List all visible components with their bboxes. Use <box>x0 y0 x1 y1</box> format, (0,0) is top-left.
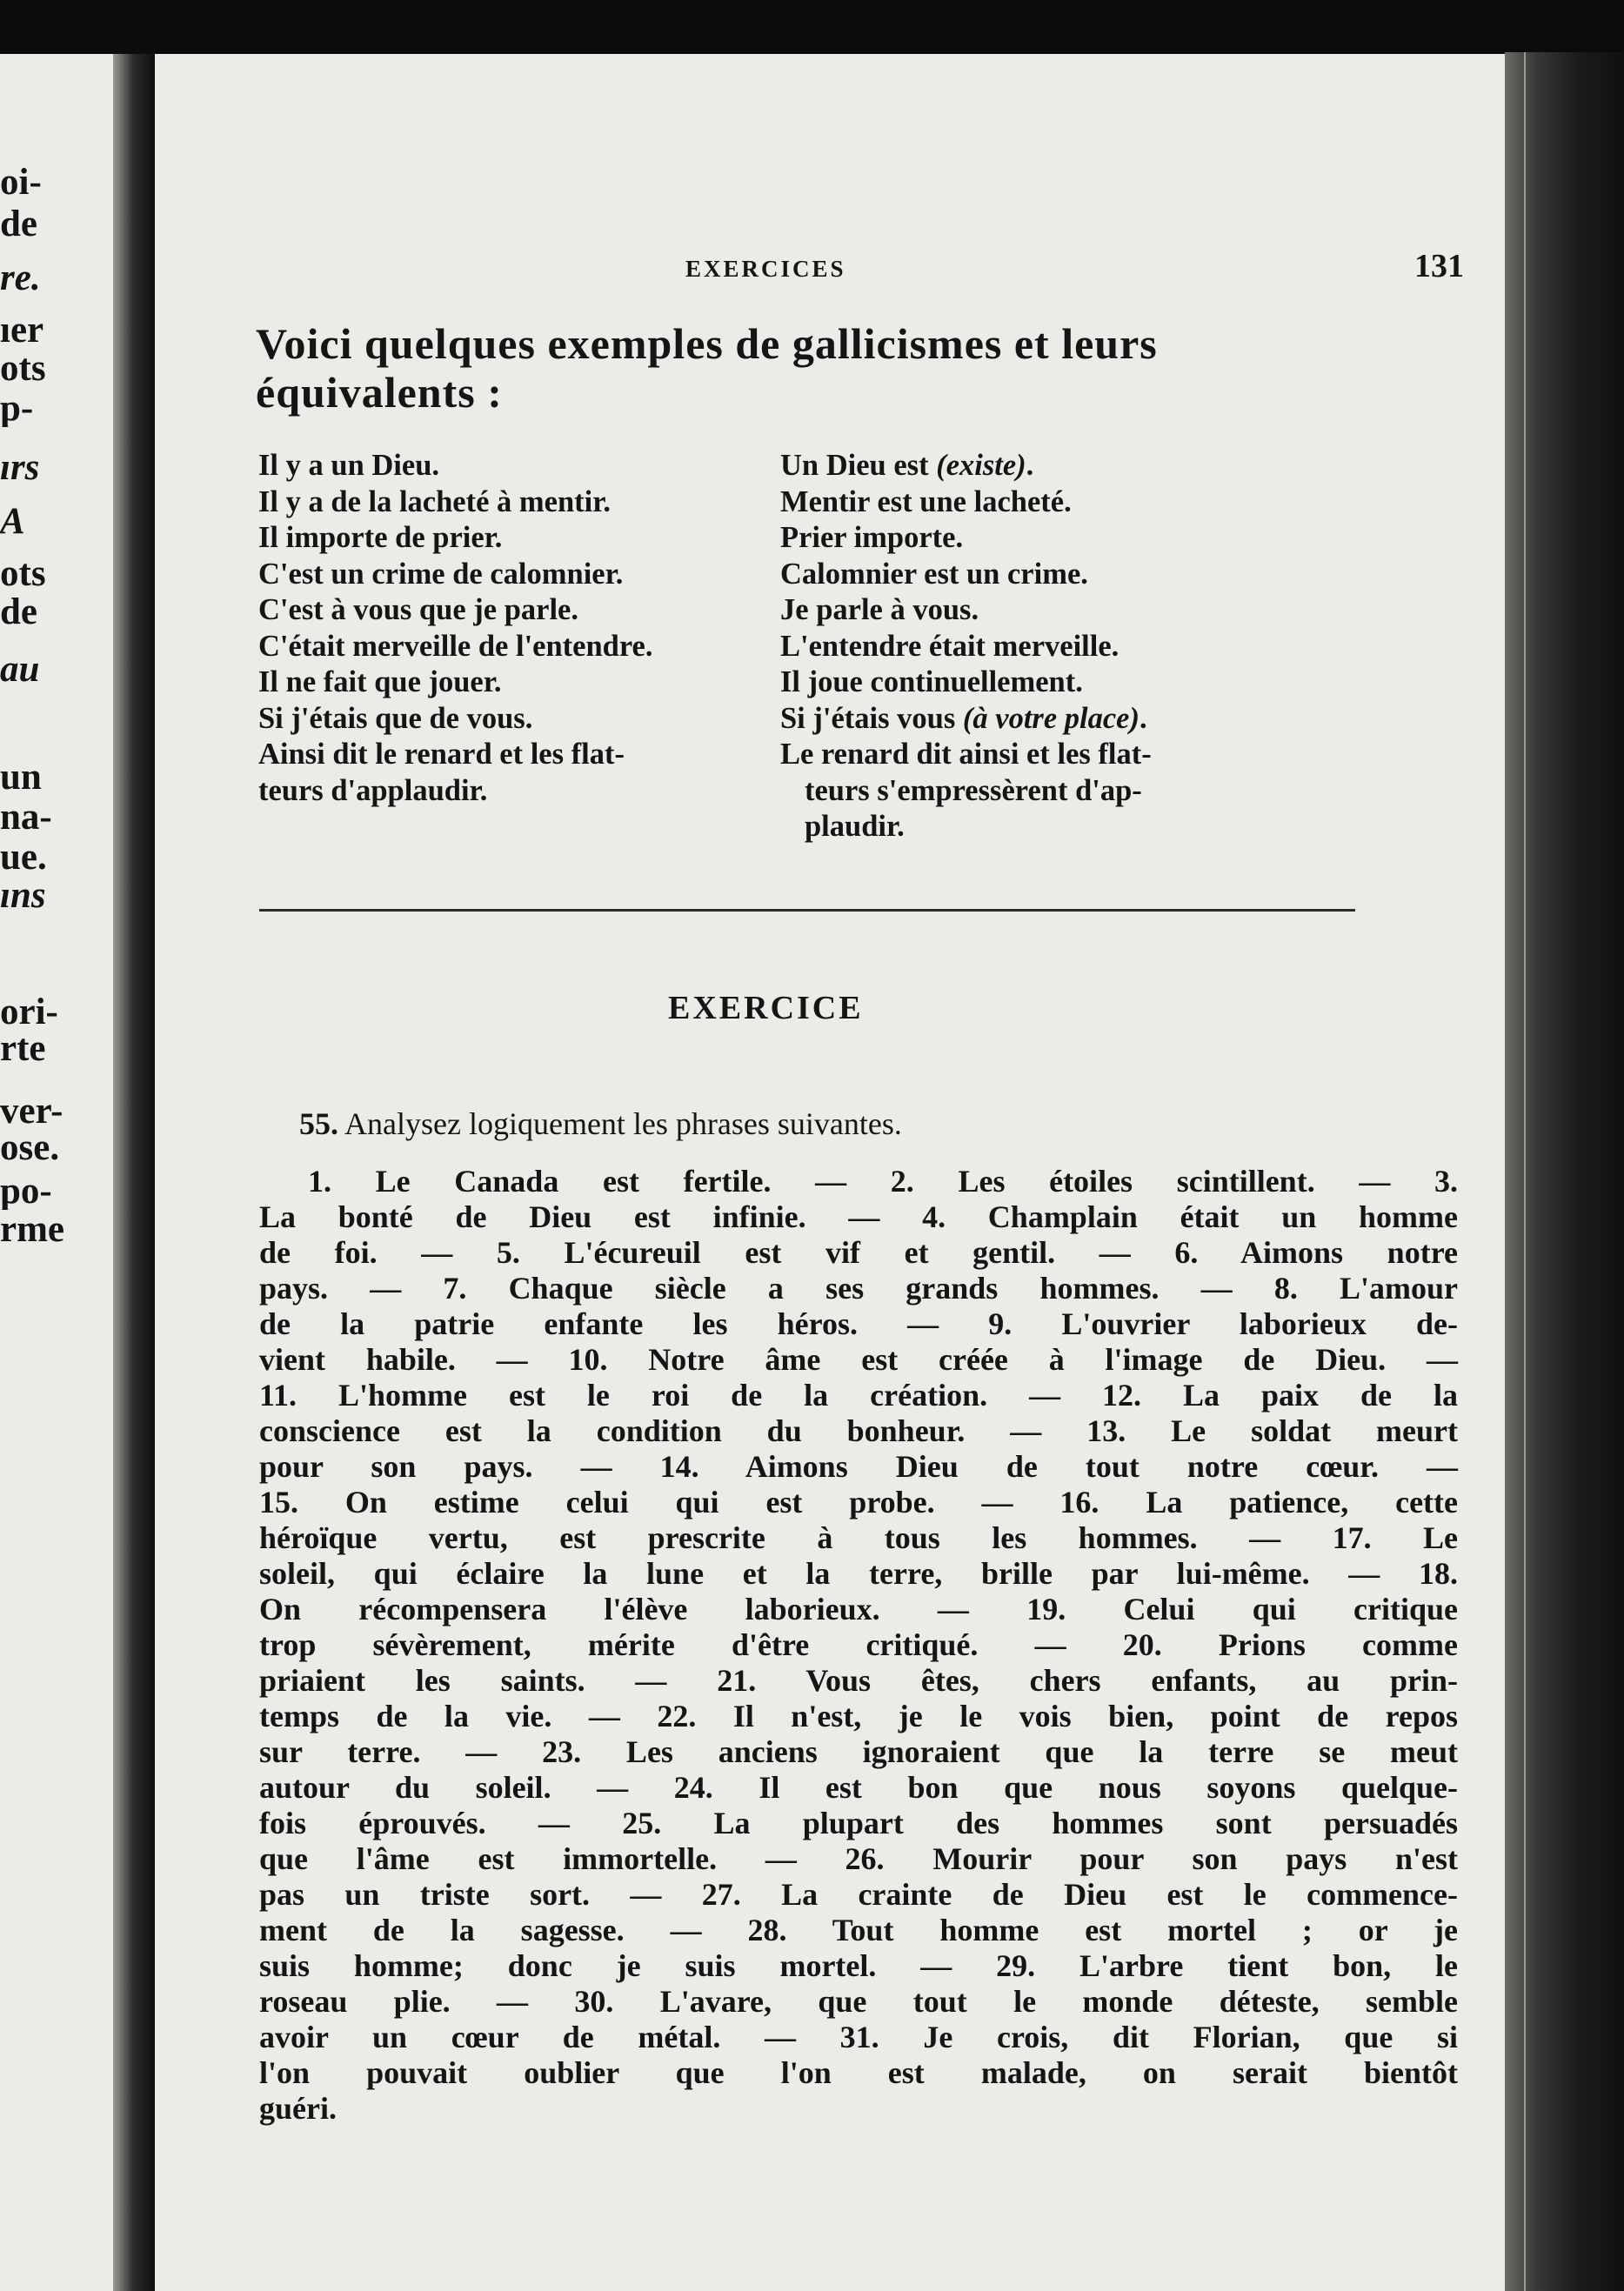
exercise-line: sur terre. — 23. Les anciens ignoraient que la terre se meut <box>259 1734 1458 1769</box>
exercise-line: trop sévèrement, mérite d'être critiqué. — 20. Prions comme <box>259 1627 1458 1662</box>
gallicism-expression: C'était merveille de l'entendre. <box>258 629 653 663</box>
equivalent-text: teurs s'empressèrent d'ap- <box>805 773 1142 807</box>
gallicism-row <box>258 592 1346 629</box>
gallicism-row <box>258 520 1346 557</box>
exercise-line: guéri. <box>259 2091 337 2126</box>
gallicism-row <box>258 629 1346 665</box>
exercise-line: pour son pays. — 14. Aimons Dieu de tout notre cœur. — <box>259 1449 1458 1484</box>
exercise-line: 11. L'homme est le roi de la création. — 12. La paix de la <box>259 1378 1458 1413</box>
equivalent-expression <box>780 557 1346 593</box>
equivalent-text: Le renard dit ainsi et les flat- <box>780 738 1152 771</box>
exercise-line: suis homme; donc je suis mortel. — 29. L'arbre tient bon, le <box>259 1948 1458 1983</box>
gallicism-row <box>258 665 1346 701</box>
exercise-line: avoir un cœur de métal. — 31. Je crois, dit Florian, que si <box>259 2020 1458 2054</box>
gallicism-expression: Il y a de la lacheté à mentir. <box>258 484 612 518</box>
equivalent-expression <box>805 809 1370 845</box>
exercise-line: priaient les saints. — 21. Vous êtes, chers enfants, au prin- <box>259 1663 1458 1698</box>
left-page-fragment: de <box>0 205 37 243</box>
exercise-line: 15. On estime celui qui est probe. — 16. La patience, cette <box>259 1485 1458 1520</box>
exercise-line: pays. — 7. Chaque siècle a ses grands hommes. — 8. L'amour <box>259 1271 1458 1306</box>
left-page-fragment: ose. <box>0 1129 60 1166</box>
equivalent-expression <box>780 737 1346 773</box>
left-page-fragment: rte <box>0 1030 46 1067</box>
left-page-fragment: ver- <box>0 1092 63 1130</box>
equivalent-text: Je parle à vous. <box>780 593 979 626</box>
exercise-line: héroïque vertu, est prescrite à tous les hommes. — 17. Le <box>259 1520 1458 1555</box>
equivalent-expression <box>780 448 1346 484</box>
exercise-line: autour du soleil. — 24. Il est bon que nous soyons quelque- <box>259 1770 1458 1805</box>
book-gutter <box>113 54 158 2291</box>
exercise-line: que l'âme est immortelle. — 26. Mourir pour son pays n'est <box>259 1841 1458 1876</box>
right-page <box>155 54 1505 2291</box>
exercise-line: La bonté de Dieu est infinie. — 4. Champlain était un homme <box>259 1199 1458 1234</box>
left-page-fragment: na- <box>0 798 52 836</box>
left-page-fragment: p- <box>0 390 34 427</box>
equivalent-expression <box>780 484 1346 521</box>
equivalent-expression <box>780 701 1346 738</box>
equivalent-text: Il joue continuellement. <box>780 665 1083 698</box>
equivalent-expression <box>780 629 1346 665</box>
exercise-line: de foi. — 5. L'écureuil est vif et gentil. — 6. Aimons notre <box>259 1235 1458 1270</box>
gallicism-expression: Il ne fait que jouer. <box>258 665 502 698</box>
gallicism-expression: C'est un crime de calomnier. <box>258 557 624 591</box>
exercise-line: vient habile. — 10. Notre âme est créée à l'image de Dieu. — <box>259 1342 1458 1377</box>
exercise-sentences <box>259 1164 1458 2127</box>
equivalent-expression <box>780 592 1346 629</box>
gallicism-row <box>258 448 1346 484</box>
left-page-fragment: ots <box>0 555 46 592</box>
page-block-edge <box>1505 52 1624 2291</box>
exercise-line: roseau plie. — 30. L'avare, que tout le monde déteste, semble <box>259 1984 1458 2019</box>
equivalent-text: Calomnier est un crime. <box>780 557 1088 591</box>
equivalent-expression <box>805 773 1370 810</box>
left-page-fragment: ori- <box>0 993 58 1031</box>
gallicism-expression: Il y a un Dieu. <box>258 449 440 482</box>
exercise-heading: EXERCICE <box>668 990 864 1026</box>
gallicism-row <box>258 773 1346 810</box>
gallicism-expression: Si j'étais que de vous. <box>258 701 533 735</box>
intro-paragraph <box>256 319 1300 417</box>
left-page-fragment: ırs <box>0 449 40 486</box>
equivalent-punctuation: . <box>1139 701 1147 735</box>
equivalent-expression <box>780 665 1346 701</box>
intro-line-2: équivalents : <box>256 368 503 417</box>
left-page-fragment: po- <box>0 1172 52 1210</box>
left-page-fragment: rme <box>0 1211 64 1248</box>
equivalent-text: Un Dieu est <box>780 449 937 482</box>
intro-line-1: Voici quelques exemples de gallicismes et leurs <box>256 319 1158 368</box>
exercise-instruction-text: Analysez logiquement les phrases suivantes. <box>344 1106 902 1141</box>
section-divider <box>259 909 1355 912</box>
gallicism-row <box>258 701 1346 738</box>
left-page-fragment: ıer <box>0 311 44 349</box>
left-page-fragment: oi- <box>0 164 42 201</box>
equivalent-punctuation: . <box>1026 449 1034 482</box>
left-page-fragment: un <box>0 758 42 796</box>
running-head: EXERCICES <box>685 256 846 282</box>
equivalent-text: Mentir est une lacheté. <box>780 484 1072 518</box>
equivalent-text: Si j'étais vous <box>780 701 963 735</box>
gallicism-pairs <box>258 448 1346 845</box>
left-page-fragment: ıns <box>0 877 46 914</box>
equivalent-text: L'entendre était merveille. <box>780 629 1119 663</box>
gallicism-row <box>258 809 1346 845</box>
gallicism-expression: C'est à vous que je parle. <box>258 593 578 626</box>
exercise-line: soleil, qui éclaire la lune et la terre, brille par lui-même. — 18. <box>259 1556 1458 1591</box>
exercise-line: conscience est la condition du bonheur. — 13. Le soldat meurt <box>259 1413 1458 1448</box>
gallicism-row <box>258 484 1346 521</box>
gallicism-row <box>258 737 1346 773</box>
left-page-fragment: re. <box>0 259 41 297</box>
exercise-line: l'on pouvait oublier que l'on est malade, on serait bientôt <box>259 2055 1458 2090</box>
left-page-fragment: de <box>0 593 37 631</box>
equivalent-text: Prier importe. <box>780 521 964 554</box>
left-page-fragment: ots <box>0 350 46 387</box>
exercise-line: de la patrie enfante les héros. — 9. L'ouvrier laborieux de- <box>259 1306 1458 1341</box>
exercise-line: On récompensera l'élève laborieux. — 19. Celui qui critique <box>259 1592 1458 1626</box>
equivalent-italic-note: (existe) <box>936 449 1026 482</box>
exercise-line: 1. Le Canada est fertile. — 2. Les étoiles scintillent. — 3. <box>308 1164 1458 1199</box>
gallicism-expression: Il importe de prier. <box>258 521 503 554</box>
exercise-line: ment de la sagesse. — 28. Tout homme est mortel ; or je <box>259 1913 1458 1947</box>
page-number: 131 <box>1414 248 1464 284</box>
exercise-line: pas un triste sort. — 27. La crainte de Dieu est le commence- <box>259 1877 1458 1912</box>
exercise-number: 55. <box>299 1106 338 1141</box>
exercise-line: fois éprouvés. — 25. La plupart des hommes sont persuadés <box>259 1806 1458 1840</box>
gallicism-row <box>258 557 1346 593</box>
exercise-line: temps de la vie. — 22. Il n'est, je le vois bien, point de repos <box>259 1699 1458 1733</box>
left-page-fragment: ue. <box>0 838 47 876</box>
gallicism-expression: Ainsi dit le renard et les flat- <box>258 738 625 771</box>
equivalent-italic-note: (à votre place) <box>962 701 1139 735</box>
left-page-fragment: au <box>0 651 40 688</box>
left-page-fragment: A <box>0 503 25 540</box>
gallicism-expression: teurs d'applaudir. <box>258 773 488 807</box>
equivalent-expression <box>780 520 1346 557</box>
exercise-instruction <box>299 1105 902 1143</box>
equivalent-text: plaudir. <box>805 810 905 843</box>
